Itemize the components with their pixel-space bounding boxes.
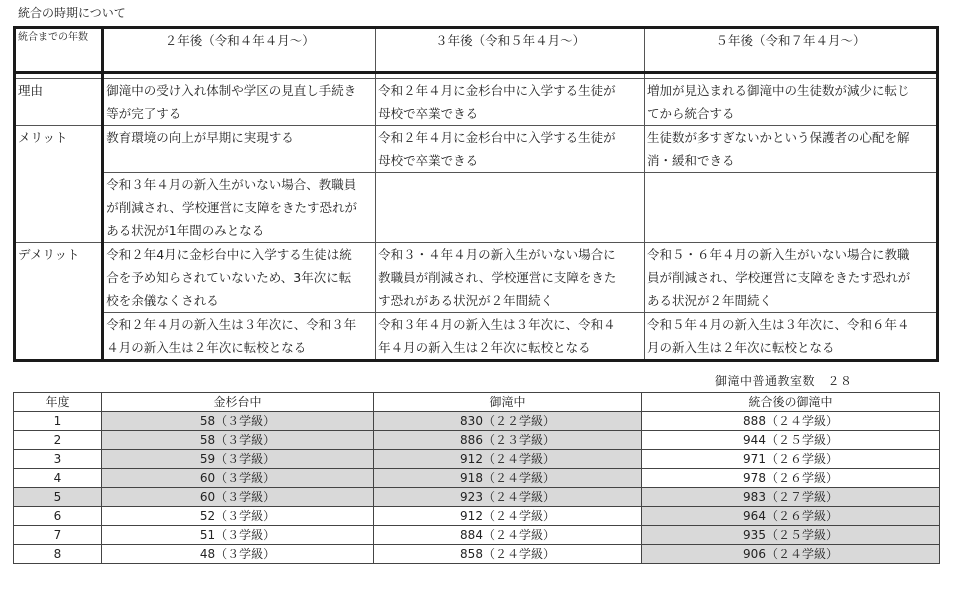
demerit-row-2 (15, 313, 938, 361)
comparison-header-row (15, 28, 938, 73)
enrollment-table (13, 392, 940, 564)
table-row: 4 60（３学級） 918（２４学級） 978（２６学級） (14, 469, 940, 488)
table-row: 8 48（３学級） 858（２４学級） 906（２４学級） (14, 545, 940, 564)
comparison-table (13, 26, 939, 362)
demerit-5-years-1: 令和５・６年４月の新入生がいない場合に教職 員が削減され、学校運営に支障をきたす恐れが ある状況が２年間続く (645, 243, 938, 313)
merit-2-years-1: 教育環境の向上が早期に実現する (103, 126, 376, 173)
demerit-2-years-2: 令和２年４月の新入生は３年次に、令和３年 ４月の新入生は２年次に転校となる (103, 313, 376, 361)
merit-2-years-2: 令和３年４月の新入生がいない場合、教職員 が削減され、学校運営に支障をきたす恐れが ある状況が1年間のみとなる (103, 173, 376, 243)
kanasugidai-header: 金杉台中 (102, 393, 374, 412)
enrollment-header-row (14, 393, 940, 412)
demerit-2-years-1: 令和２年4月に金杉台中に入学する生徒は統 合を予め知らされていないため、3年次に転 校を余儀なくされる (103, 243, 376, 313)
merit-3-years-2 (376, 173, 645, 243)
reason-label: 理由 (15, 79, 103, 126)
table-row: 6 52（３学級） 912（２４学級） 964（２６学級） (14, 507, 940, 526)
merit-5-years-2 (645, 173, 938, 243)
table-row: 3 59（３学級） 912（２４学級） 971（２６学級） (14, 450, 940, 469)
demerit-5-years-2: 令和５年４月の新入生は３年次に、令和６年４ 月の新入生は２年次に転校となる (645, 313, 938, 361)
merit-row-2 (15, 173, 938, 243)
merit-3-years-1: 令和２年４月に金杉台中に入学する生徒が 母校で卒業できる (376, 126, 645, 173)
demerit-3-years-1: 令和３・４年４月の新入生がいない場合に 教職員が削減され、学校運営に支障をきた す恐れがある状況が２年間続く (376, 243, 645, 313)
merit-row-1 (15, 126, 938, 173)
demerit-label: デメリット (15, 243, 103, 361)
mitaki-header: 御滝中 (374, 393, 642, 412)
reason-2-years: 御滝中の受け入れ体制や学区の見直し手続き 等が完了する (103, 79, 376, 126)
classroom-count-note: 御滝中普通教室数 ２８ (715, 374, 853, 388)
table-row: 2 58（３学級） 886（２３学級） 944（２５学級） (14, 431, 940, 450)
merit-label: メリット (15, 126, 103, 243)
header-2-years: ２年後（令和４年４月～） (103, 28, 376, 73)
reason-row (15, 79, 938, 126)
page-title: 統合の時期について (18, 6, 126, 20)
table-row: 7 51（３学級） 884（２４学級） 935（２５学級） (14, 526, 940, 545)
table-row: 5 60（３学級） 923（２４学級） 983（２７学級） (14, 488, 940, 507)
merit-5-years-1: 生徒数が多すぎないかという保護者の心配を解 消・緩和できる (645, 126, 938, 173)
year-header: 年度 (14, 393, 102, 412)
header-5-years: ５年後（令和７年４月～） (645, 28, 938, 73)
table-row: 1 58（３学級） 830（２２学級） 888（２４学級） (14, 412, 940, 431)
demerit-3-years-2: 令和３年４月の新入生は３年次に、令和４ 年４月の新入生は２年次に転校となる (376, 313, 645, 361)
reason-3-years: 令和２年４月に金杉台中に入学する生徒が 母校で卒業できる (376, 79, 645, 126)
years-until-merger-label: 統合までの年数 (15, 28, 103, 73)
merged-mitaki-header: 統合後の御滝中 (642, 393, 940, 412)
header-3-years: ３年後（令和５年４月～） (376, 28, 645, 73)
demerit-row-1 (15, 243, 938, 313)
reason-5-years: 増加が見込まれる御滝中の生徒数が減少に転じ てから統合する (645, 79, 938, 126)
